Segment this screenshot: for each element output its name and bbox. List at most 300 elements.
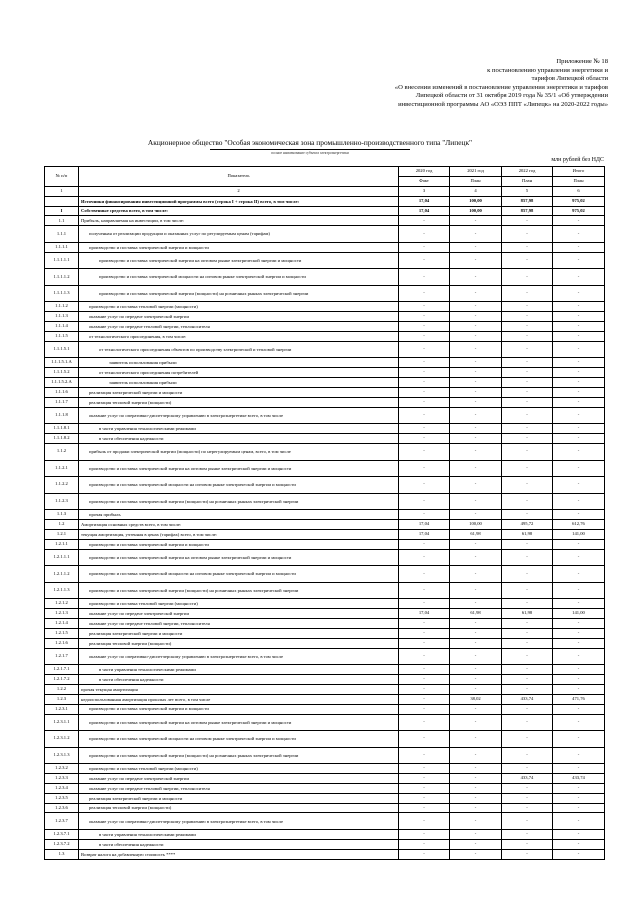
row-value: - [450,566,502,583]
row-value: - [450,397,502,407]
table-row [45,764,605,774]
row-value: - [553,331,605,341]
table-row [45,714,605,731]
row-number: 1.1.2.2 [45,477,79,494]
row-number: 1.2.1.6 [45,638,79,648]
row-number: 1.1.3 [45,510,79,520]
row-number: 1.1.1.3 [45,312,79,322]
row-value: - [502,638,553,648]
table-row [45,813,605,830]
row-value: 471,76 [553,694,605,704]
row-indicator: реализация тепловой энергии (мощности) [79,803,399,813]
row-value: - [553,731,605,748]
row-value: - [502,714,553,731]
row-value: - [502,322,553,332]
row-value: - [553,387,605,397]
header-line: к постановлению управления энергетики и [487,66,608,74]
row-value: - [553,684,605,694]
row-value: - [399,648,450,665]
row-value: - [399,694,450,704]
row-indicator: в части обеспечения надежности [79,674,399,684]
row-value: - [553,803,605,813]
row-indicator: в части управления технологическими режимами [79,665,399,675]
header-line: «О внесении изменений в постановление управления энергетики и тарифов [394,83,608,91]
row-value: 612,76 [553,519,605,529]
row-value: - [553,618,605,628]
table-row [45,793,605,803]
row-indicator: оказание услуг по передаче тепловой энергии, теплоносителя [79,783,399,793]
row-value: - [502,378,553,388]
col-header-indicator: Показатель [79,167,399,187]
col-index: 5 [502,186,553,196]
table-row [45,704,605,714]
row-value: - [399,731,450,748]
row-value: 100,00 [450,206,502,216]
row-value: 17,04 [399,206,450,216]
row-value: - [553,638,605,648]
row-value: - [450,252,502,269]
col-sub-plan: План [450,176,502,186]
row-number: 1.1.1.5.1.A [45,358,79,368]
row-number: 1.2.2 [45,684,79,694]
row-value: - [502,477,553,494]
col-index: 3 [399,186,450,196]
row-value: - [450,444,502,461]
row-indicator: прочая прибыль [79,510,399,520]
row-value: - [450,618,502,628]
row-value: - [450,387,502,397]
table-row [45,341,605,358]
row-value: 38,02 [450,694,502,704]
row-indicator: от технологического присоединения, в том числе: [79,331,399,341]
row-number: 1.1.1.5.1 [45,341,79,358]
row-value: - [399,764,450,774]
table-row [45,226,605,243]
row-number: 1.1.1.4 [45,322,79,332]
row-number: 1.2.1.1.3 [45,582,79,599]
row-value: 61,98 [502,529,553,539]
table-row [45,285,605,302]
row-value: - [553,424,605,434]
row-value: - [450,539,502,549]
row-indicator: текущая амортизация, учтенная в ценах (тарифах) всего, в том числе: [79,529,399,539]
row-value: 433,74 [502,694,553,704]
row-value: - [399,849,450,859]
row-value: - [553,849,605,859]
row-indicator: оказание услуг по передаче тепловой энергии, теплоносителя [79,322,399,332]
row-value: - [502,539,553,549]
row-indicator: производство и поставка электрической мощности на оптовом рынке электрической энергии и мощности [79,477,399,494]
row-value: - [399,322,450,332]
table-row [45,434,605,444]
row-number: 1.1.2.3 [45,493,79,510]
table-row [45,242,605,252]
row-number: 1.2.1.3 [45,608,79,618]
row-value: - [450,424,502,434]
row-value: - [399,549,450,566]
row-number: 1.1.1.6 [45,387,79,397]
table-body [45,196,605,859]
col-sub-plan: План [553,176,605,186]
row-indicator: производство и поставка тепловой энергии (мощности) [79,599,399,609]
row-value: - [450,599,502,609]
row-value: - [399,407,450,424]
row-value: - [502,302,553,312]
row-indicator: Амортизация основных средств всего, в том числе: [79,519,399,529]
row-value: - [450,628,502,638]
row-indicator: оказание услуг по оперативно-диспетчерскому управлению в электроэнергетике всего, в том числе [79,407,399,424]
row-number: 1.1.1.1.3 [45,285,79,302]
row-value: - [399,793,450,803]
table-row [45,397,605,407]
table-row [45,322,605,332]
row-value: - [553,252,605,269]
header-line: инвестиционной программы АО «ОЭЗ ППТ «Липецк» на 2020-2022 годы» [398,100,608,108]
row-value: - [399,684,450,694]
row-indicator: заявитель использования прибыли [79,378,399,388]
row-number: 1.1.1.8.1 [45,424,79,434]
row-value: - [502,397,553,407]
row-number: 1.2.3.1.3 [45,747,79,764]
row-indicator: оказание услуг по передаче электрической энергии [79,773,399,783]
row-number: 1.2.3 [45,694,79,704]
row-number: 1.2.3.1 [45,704,79,714]
col-header-2022: 2022 год [502,167,553,177]
table-row [45,477,605,494]
row-number: 1.1.1.2 [45,302,79,312]
row-value: - [553,839,605,849]
row-value: - [502,493,553,510]
row-value: - [450,747,502,764]
row-value: - [399,285,450,302]
header-line: тарифов Липецкой области [531,75,608,83]
row-value: - [553,226,605,243]
row-number [45,196,79,206]
row-value: - [450,638,502,648]
col-header-num: № п/п [45,167,79,187]
row-number: 1.2.1.5 [45,628,79,638]
row-value: - [553,216,605,226]
row-value: - [553,665,605,675]
row-number: 1.1.2.1 [45,460,79,477]
table-row [45,196,605,206]
row-value: - [399,714,450,731]
row-value: - [553,674,605,684]
row-value: - [553,460,605,477]
col-index: 2 [79,186,399,196]
row-value: - [553,368,605,378]
col-sub-fact: Факт [399,176,450,186]
row-value: - [553,566,605,583]
row-value: - [450,302,502,312]
row-value: - [450,549,502,566]
row-indicator: производство и поставка электрической энергии и мощности [79,704,399,714]
row-value: - [450,648,502,665]
row-value: - [399,216,450,226]
row-indicator: в части управления технологическими режимами [79,829,399,839]
row-value: - [502,387,553,397]
units-label: млн рублей без НДС [551,157,604,163]
row-value: 141,00 [553,529,605,539]
row-value: - [450,674,502,684]
row-value: - [553,510,605,520]
table-row [45,582,605,599]
row-value: - [502,331,553,341]
row-value: - [553,312,605,322]
row-indicator: производство и поставка электрической мощности на оптовом рынке электрической энергии и мощности [79,269,399,286]
table-row [45,302,605,312]
col-header-2020: 2020 год [399,167,450,177]
row-value: - [502,599,553,609]
row-indicator: в части управления технологическими режимами [79,424,399,434]
row-value: - [502,665,553,675]
row-value: - [399,331,450,341]
row-value: - [399,510,450,520]
row-value: 495,72 [502,519,553,529]
header-line: Приложение № 18 [556,58,608,65]
row-value: - [502,582,553,599]
row-number: 1.1.1.5.2.A [45,378,79,388]
row-value: - [553,434,605,444]
col-header-total: Итого [553,167,605,177]
table-row [45,206,605,216]
row-value: - [450,764,502,774]
row-value: - [502,312,553,322]
row-value: - [502,704,553,714]
row-value: - [502,424,553,434]
row-value: - [502,764,553,774]
col-index: 4 [450,186,502,196]
row-number: 1.2.3.1.2 [45,731,79,748]
row-value: - [450,731,502,748]
table-row [45,269,605,286]
row-value: - [553,397,605,407]
col-index: 6 [553,186,605,196]
row-value: 975,02 [553,206,605,216]
row-value: - [399,424,450,434]
row-indicator: производство и поставка электрической энергии (мощности) на розничных рынках электрической энергии [79,747,399,764]
row-value: - [553,813,605,830]
row-indicator: производство и поставка электрической энергии и мощности [79,539,399,549]
row-value: - [502,252,553,269]
table-row [45,684,605,694]
row-value: 61,98 [502,608,553,618]
row-indicator: производство и поставка тепловой энергии (мощности) [79,302,399,312]
row-value: - [450,510,502,520]
row-value: - [502,269,553,286]
row-number: 1.2.3.2 [45,764,79,774]
row-number: 1.2.3.7 [45,813,79,830]
row-number: 1.1.1.8 [45,407,79,424]
row-value: - [502,628,553,638]
row-value: 100,00 [450,519,502,529]
row-value: - [399,674,450,684]
table-row [45,665,605,675]
row-value: - [399,704,450,714]
row-indicator: производство и поставка электрической энергии на оптовом рынке электрической энергии и мощности [79,549,399,566]
table-row [45,539,605,549]
row-value: - [502,813,553,830]
row-indicator: оказание услуг по передаче электрической энергии [79,312,399,322]
table-row [45,331,605,341]
row-number: 1.2.1.4 [45,618,79,628]
row-value: - [502,368,553,378]
row-value: - [502,460,553,477]
row-value: - [502,829,553,839]
row-indicator: Возврат налога на добавленную стоимость **** [79,849,399,859]
row-indicator: прочая текущая амортизация [79,684,399,694]
table-row [45,216,605,226]
row-value: - [399,358,450,368]
row-value: - [553,322,605,332]
row-number: 1.2.1.2 [45,599,79,609]
row-number: 1.2.1.1.1 [45,549,79,566]
row-value: - [399,226,450,243]
table-row [45,783,605,793]
row-indicator: от технологического присоединения потребителей [79,368,399,378]
row-value: - [553,628,605,638]
row-indicator: производство и поставка электрической мощности на оптовом рынке электрической энергии и мощности [79,566,399,583]
table-row [45,460,605,477]
table-row [45,378,605,388]
row-value: - [450,829,502,839]
row-indicator: оказание услуг по оперативно-диспетчерскому управлению в электроэнергетике всего, в том числе [79,648,399,665]
row-indicator: в части обеспечения надежности [79,434,399,444]
row-indicator: Источники финансирования инвестиционной программы всего (строка I + строка II) всего, в том числе: [79,196,399,206]
row-value: - [450,477,502,494]
col-index: 1 [45,186,79,196]
table-row [45,368,605,378]
row-number: 1.2.3.1.1 [45,714,79,731]
row-value: - [399,242,450,252]
row-value: 433,74 [553,773,605,783]
table-row [45,747,605,764]
row-value: 100,00 [450,196,502,206]
row-value: - [553,539,605,549]
row-value: - [502,648,553,665]
row-value: - [450,269,502,286]
row-value: - [450,839,502,849]
table-row [45,549,605,566]
header-line: Липецкой области от 31 октября 2019 года № 35/1 «Об утверждении [415,92,608,100]
row-value: - [399,803,450,813]
col-sub-plan: План [502,176,553,186]
row-indicator: в части обеспечения надежности [79,839,399,849]
row-number: 1.1.1.7 [45,397,79,407]
row-indicator: недоиспользованная амортизация прошлых лет всего, в том числе [79,694,399,704]
row-indicator: прибыль от продажи электрической энергии (мощности) по нерегулируемым ценам, всего, в том числе [79,444,399,461]
row-value: - [553,829,605,839]
table-row [45,599,605,609]
row-number: 1.1.1 [45,226,79,243]
table-row [45,566,605,583]
row-number: 1.1.1.5 [45,331,79,341]
organization-caption: полное наименование субъекта электроэнергетики [210,149,410,155]
row-value: - [502,783,553,793]
row-number: 1.2.1.7.2 [45,674,79,684]
row-indicator: от технологического присоединения объектов по производству электрической и тепловой энергии [79,341,399,358]
row-value: - [502,747,553,764]
row-number: I [45,206,79,216]
row-value: 857,98 [502,196,553,206]
row-number: 1.2.3.7.1 [45,829,79,839]
row-value: - [450,665,502,675]
row-value: - [399,566,450,583]
row-value: - [399,252,450,269]
row-value: - [399,387,450,397]
row-value: - [399,434,450,444]
row-value: - [502,444,553,461]
row-value: - [399,341,450,358]
row-value: 17,04 [399,529,450,539]
row-value: - [399,460,450,477]
row-value: - [399,829,450,839]
row-value: 975,02 [553,196,605,206]
row-value: - [502,684,553,694]
row-value: - [450,704,502,714]
row-value: - [399,312,450,322]
row-value: - [450,582,502,599]
table-row [45,510,605,520]
row-number: 1.2 [45,519,79,529]
row-value: - [450,803,502,813]
table-index-row [45,186,605,196]
row-value: - [450,322,502,332]
row-value: - [399,397,450,407]
row-indicator: заявитель использования прибыли [79,358,399,368]
row-value: - [553,704,605,714]
row-value: - [553,714,605,731]
row-value: - [450,434,502,444]
table-row [45,358,605,368]
row-value: - [553,358,605,368]
row-value: 17,04 [399,608,450,618]
table-header-row [45,167,605,177]
row-number: 1.2.1 [45,529,79,539]
row-number: 1.2.3.3 [45,773,79,783]
row-value: - [553,285,605,302]
row-value: - [450,312,502,322]
row-indicator: производство и поставка электрической энергии и мощности [79,242,399,252]
row-value: - [450,460,502,477]
row-value: - [553,599,605,609]
row-value: - [553,783,605,793]
row-value: - [399,477,450,494]
row-indicator: реализация электрической энергии и мощности [79,793,399,803]
row-value: - [502,849,553,859]
row-value: - [502,803,553,813]
row-value: - [399,638,450,648]
row-value: 17,04 [399,196,450,206]
table-row [45,628,605,638]
row-value: - [399,665,450,675]
table-row [45,694,605,704]
row-indicator: производство и поставка электрической энергии (мощности) на розничных рынках электрической энергии [79,285,399,302]
row-value: - [450,378,502,388]
row-value: - [450,849,502,859]
row-value: - [450,714,502,731]
row-number: 1.2.3.7.2 [45,839,79,849]
row-value: - [399,783,450,793]
row-value: - [553,793,605,803]
table-row [45,424,605,434]
table-row [45,829,605,839]
row-value: 17,04 [399,519,450,529]
row-value: - [502,341,553,358]
row-value: - [553,764,605,774]
row-value: 141,00 [553,608,605,618]
row-indicator: производство и поставка электрической энергии (мощности) на розничных рынках электрической энергии [79,493,399,510]
